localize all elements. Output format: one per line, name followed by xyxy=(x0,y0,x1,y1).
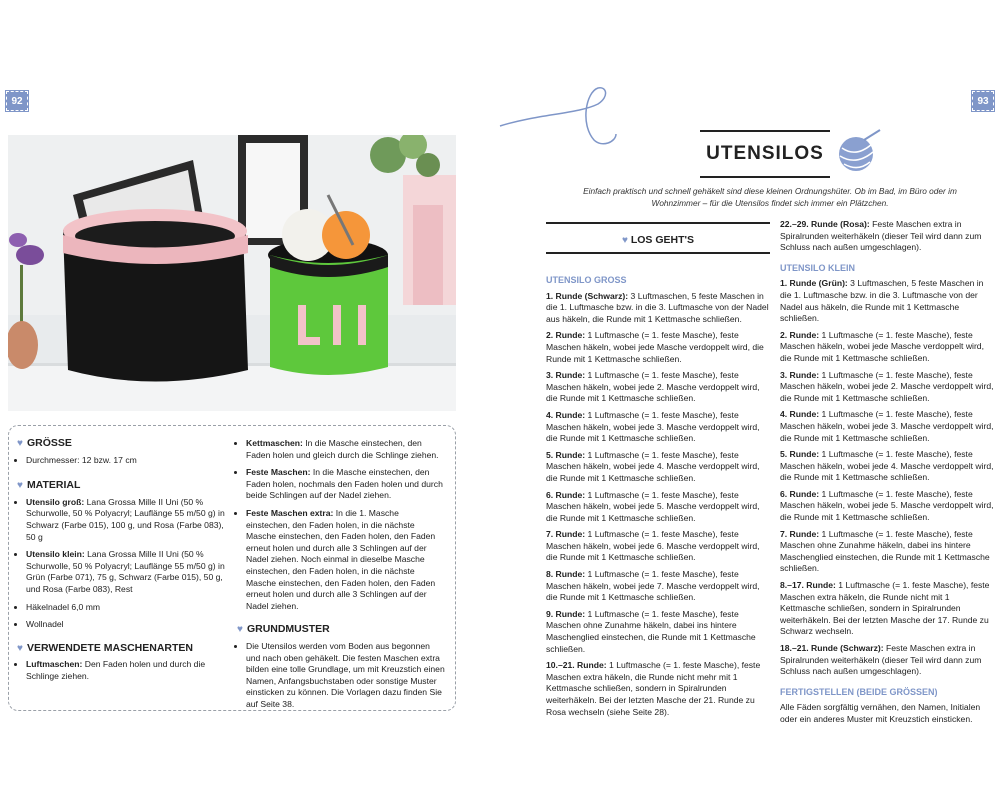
list-item: • Die Utensilos werden vom Boden aus begonnen und nach oben gehäkelt. Die festen Maschen extra bilden eine tolle Grundlage, um mit Kreuzstich einen Namen, Anfangsbuchstaben oder sonstige Muster einsticken zu können. Die Vorlagen dazu finden Sie auf Seite 38. xyxy=(246,641,445,711)
instructions-gross xyxy=(546,275,770,723)
round-row: 3. Runde: 1 Luftmasche (= 1. feste Masche), feste Maschen häkeln, wobei jede 2. Masche verdoppelt wird, die Runde mit 1 Kettmasche schließen. xyxy=(546,370,760,404)
title-box xyxy=(700,130,830,178)
round-row: 8.–17. Runde: 1 Luftmasche (= 1. feste Masche), feste Maschen extra häkeln, die Runde nicht mit 1 Kettmasche schließen, sondern in Spiralrunden weiterhäkeln. Bei der letzten Masche der 17. Runde zu Schwarz wechseln. xyxy=(780,580,990,637)
round-row: 7. Runde: 1 Luftmasche (= 1. feste Masche), feste Maschen häkeln, wobei jede 6. Masche verdoppelt wird, die Runde mit 1 Kettmasche schließen. xyxy=(546,529,760,563)
los-geht-heading: ♥ LOS GEHT'S xyxy=(546,228,770,254)
instructions-right xyxy=(780,219,994,731)
round-row: 22.–29. Runde (Rosa): Feste Maschen extra in Spiralrunden weiterhäkeln (dieser Teil wird dann zum Schluss nach außen umgeschlagen). xyxy=(780,219,982,253)
heart-icon: ♥ xyxy=(17,480,23,492)
fertigstellen-text: Alle Fäden sorgfältig vernähen, den Namen, Initialen oder ein anderes Muster mit Kreuzstich einsticken. xyxy=(780,702,981,724)
grundmuster-list xyxy=(237,641,445,711)
list-item: • Feste Maschen extra: In die 1. Masche einstechen, den Faden holen, in die nächste Masche einstechen, den Faden holen, den Faden erneut holen und durch alle 3 Schlingen auf der Nadel ziehen. Noch einmal in dieselbe Masche einstechen, den Faden holen, in die nächste Masche einstechen, den Faden holen, den Faden erneut holen und durch alle 3 Schlingen auf der Nadel ziehen. xyxy=(246,508,445,612)
round-row: 6. Runde: 1 Luftmasche (= 1. feste Masche), feste Maschen häkeln, wobei jede 5. Masche verdoppelt wird, die Runde mit 1 Kettmasche schließen. xyxy=(780,488,994,523)
list-item: • Häkelnadel 6,0 mm xyxy=(26,602,229,614)
list-item: • Durchmesser: 12 bzw. 17 cm xyxy=(26,455,229,467)
info-col-right xyxy=(237,438,445,716)
page-number-left: 92 xyxy=(6,91,28,111)
product-photo xyxy=(8,135,456,411)
list-item: • Feste Maschen: In die Masche einstechen, den Faden holen, nochmals den Faden holen und durch beide Schlingen auf der Nadel ziehen. xyxy=(246,467,445,502)
round-row: 6. Runde: 1 Luftmasche (= 1. feste Masche), feste Maschen häkeln, wobei jede 5. Masche verdoppelt wird, die Runde mit 1 Kettmasche schließen. xyxy=(546,489,760,523)
intro-text: Einfach praktisch und schnell gehäkelt sind diese kleinen Ordnungshüter. Ob im Bad, im Büro oder im Wohnzimmer – für die Utensilos findet sich immer ein Plätzchen. xyxy=(583,186,957,208)
round-row: 18.–21. Runde (Schwarz): Feste Maschen extra in Spiralrunden weiterhäkeln (dieser Teil wird dann zum Schluss nach außen umgeschlagen). xyxy=(780,643,982,677)
swirl-line-icon xyxy=(498,84,618,154)
maschenarten-list-left xyxy=(17,659,229,682)
divider xyxy=(546,222,770,224)
heading-utensilo-klein: UTENSILO KLEIN xyxy=(780,262,856,273)
page-title: UTENSILOS xyxy=(706,143,824,164)
list-item: • Luftmaschen: Den Faden holen und durch die Schlinge ziehen. xyxy=(26,659,229,682)
round-row: 1. Runde (Grün): 3 Luftmaschen, 5 feste Maschen in die 1. Luftmasche bzw. in die 3. Luftmasche von der Nadel aus häkeln, die Runde mit 1 Kettmasche schließen. xyxy=(780,278,984,324)
heading-utensilo-gross: UTENSILO GROSS xyxy=(546,275,627,285)
heart-icon: ♥ xyxy=(237,624,243,636)
round-row: 2. Runde: 1 Luftmasche (= 1. feste Masche), feste Maschen häkeln, wobei jede Masche verdoppelt wird, die Runde mit 1 Kettmasche schließen. xyxy=(546,330,764,364)
round-row: 8. Runde: 1 Luftmasche (= 1. feste Masche), feste Maschen häkeln, wobei jede 7. Masche verdoppelt wird, die Runde mit 1 Kettmasche schließen. xyxy=(546,569,760,603)
list-item: • Wollnadel xyxy=(26,619,229,631)
info-box xyxy=(8,425,456,711)
page-number-right: 93 xyxy=(972,91,994,111)
heart-icon: ♥ xyxy=(17,438,23,449)
heading-fertigstellen: FERTIGSTELLEN (BEIDE GRÖSSEN) xyxy=(780,686,938,697)
info-col-left xyxy=(17,438,229,689)
round-row: 4. Runde: 1 Luftmasche (= 1. feste Masche), feste Maschen häkeln, wobei jede 3. Masche verdoppelt wird, die Runde mit 1 Kettmasche schließen. xyxy=(546,409,760,444)
groesse-list xyxy=(17,455,229,467)
round-row: 7. Runde: 1 Luftmasche (= 1. feste Masche), feste Maschen ohne Zunahme häkeln, dabei ins hintere Maschenglied einstechen, die Runde mit 1 Kettmasche schließen. xyxy=(780,528,990,574)
list-item: • Kettmaschen: In die Masche einstechen, den Faden holen und gleich durch die Schlinge ziehen. xyxy=(246,438,445,461)
crochet-baskets-photo-icon xyxy=(8,135,456,411)
heart-icon: ♥ xyxy=(621,234,628,246)
round-row: 2. Runde: 1 Luftmasche (= 1. feste Masche), feste Maschen häkeln, wobei jede Masche verdoppelt wird, die Runde mit 1 Kettmasche schließen. xyxy=(780,329,984,363)
list-item: • Utensilo klein: Lana Grossa Mille II Uni (50 % Schurwolle, 50 % Polyacryl; Lauflänge 55 m/50 g) in Grün (Farbe 071), 75 g, Schwarz (Farbe 015), 50 g, und Rosa (Farbe 083), Rest xyxy=(26,549,229,595)
yarn-ball-icon xyxy=(834,128,884,176)
round-row: 5. Runde: 1 Luftmasche (= 1. feste Masche), feste Maschen häkeln, wobei jede 4. Masche verdoppelt wird, die Runde mit 1 Kettmasche schließen. xyxy=(780,449,994,483)
heading-maschenarten: ♥ VERWENDETE MASCHENARTEN xyxy=(17,641,194,654)
heart-icon: ♥ xyxy=(17,642,23,654)
list-item: • Utensilo groß: Lana Grossa Mille II Uni (50 % Schurwolle, 50 % Polyacryl; Lauflänge 55 m/50 g) in Schwarz (Farbe 015), 100 g, und Rosa (Farbe 083), 50 g xyxy=(26,497,229,543)
round-row: 9. Runde: 1 Luftmasche (= 1. feste Masche), feste Maschen ohne Zunahme häkeln, dabei ins hintere Maschenglied einstechen, die Runde mit 1 Kettmasche schließen. xyxy=(546,608,756,654)
round-row: 1. Runde (Schwarz): 3 Luftmaschen, 5 feste Maschen in die 1. Luftmasche bzw. in die 3. Luftmasche von der Nadel aus häkeln, die Runde mit 1 Kettmasche schließen. xyxy=(546,290,769,324)
heading-material: ♥ MATERIAL xyxy=(17,479,81,492)
heading-grundmuster: ♥ GRUNDMUSTER xyxy=(237,623,330,636)
round-row: 5. Runde: 1 Luftmasche (= 1. feste Masche), feste Maschen häkeln, wobei jede 4. Masche verdoppelt wird, die Runde mit 1 Kettmasche schließen. xyxy=(546,449,760,483)
material-list xyxy=(17,497,229,631)
round-row: 10.–21. Runde: 1 Luftmasche (= 1. feste Masche), feste Maschen extra häkeln, die Runde nicht mehr mit 1 Kettmasche schließen, sondern in Spiralrunden weiterhäkeln. Bei der letzten Masche der 21. Runde zu Rosa wechseln (siehe Seite 28). xyxy=(546,660,761,717)
round-row: 3. Runde: 1 Luftmasche (= 1. feste Masche), feste Maschen häkeln, wobei jede 2. Masche verdoppelt wird, die Runde mit 1 Kettmasche schließen. xyxy=(780,369,994,403)
round-row: 4. Runde: 1 Luftmasche (= 1. feste Masche), feste Maschen häkeln, wobei jede 3. Masche verdoppelt wird, die Runde mit 1 Kettmasche schließen. xyxy=(780,409,994,443)
maschenarten-list-right xyxy=(237,438,445,612)
heading-groesse: ♥ GRÖSSE xyxy=(17,437,72,449)
